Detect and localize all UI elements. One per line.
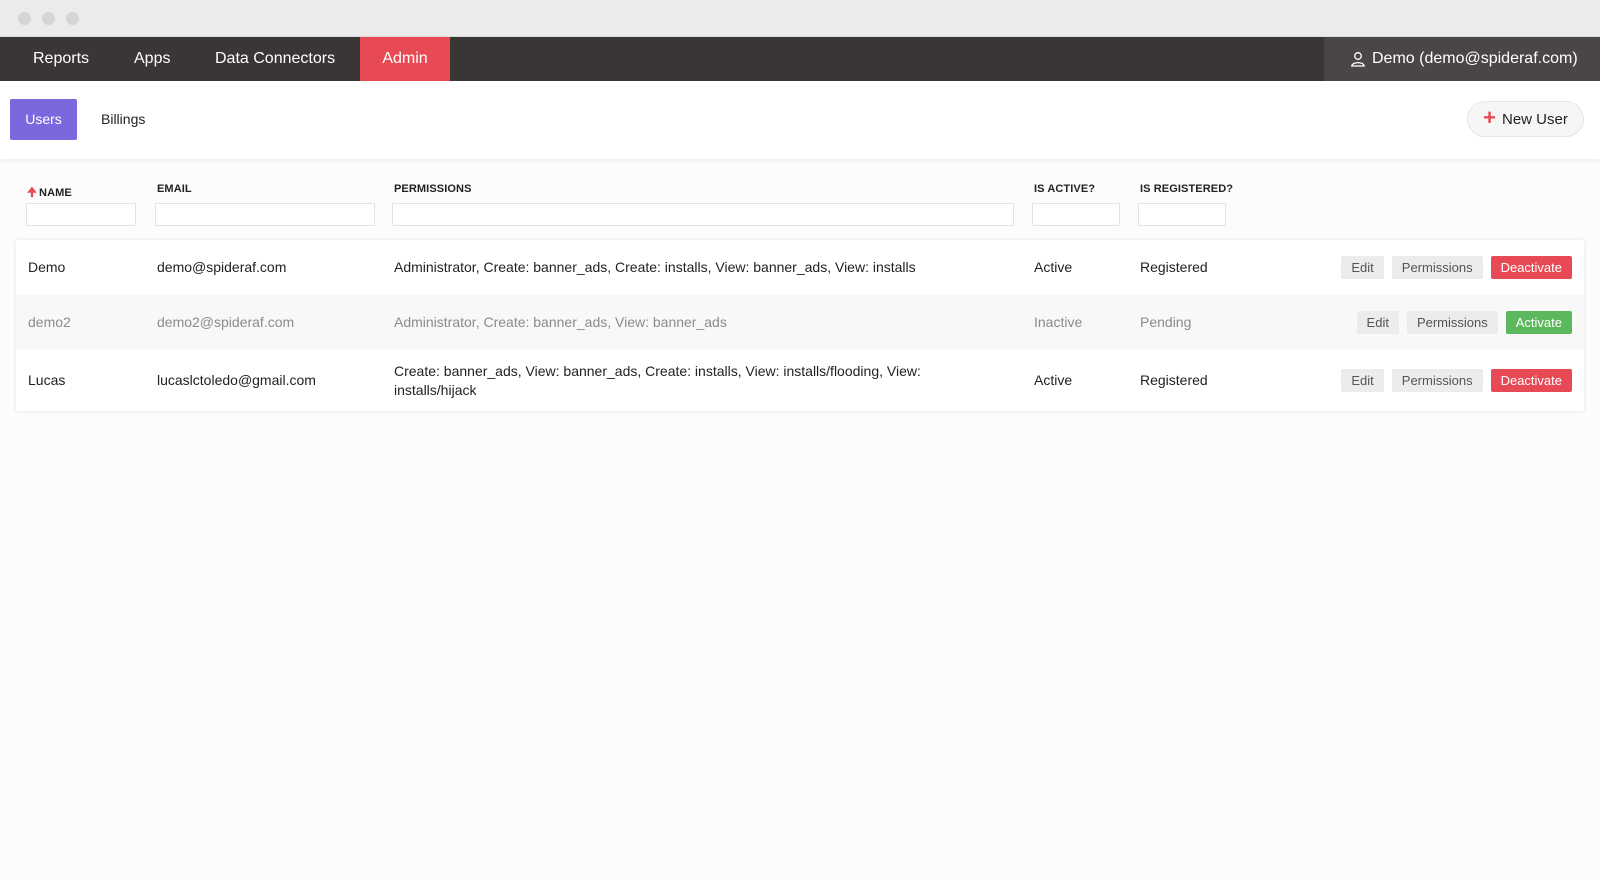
edit-button[interactable]: Edit <box>1341 256 1383 279</box>
row-actions <box>1341 350 1572 411</box>
table-row <box>16 350 1584 411</box>
column-header-is-active[interactable]: IS ACTIVE? <box>1034 183 1096 195</box>
admin-subheader <box>0 81 1600 159</box>
table-row <box>16 240 1584 295</box>
plus-icon: + <box>1483 105 1496 130</box>
window-chrome <box>0 0 1600 37</box>
user-active-status: Active <box>1034 372 1073 388</box>
sort-up-arrow-icon: 🠉 <box>27 185 38 199</box>
user-name: Demo <box>28 259 66 275</box>
nav-item-apps[interactable]: Apps <box>134 50 171 67</box>
deactivate-button[interactable]: Deactivate <box>1491 256 1572 279</box>
row-actions <box>1341 240 1572 295</box>
permissions-button[interactable]: Permissions <box>1392 256 1483 279</box>
user-email: demo2@spideraf.com <box>157 314 295 330</box>
edit-button[interactable]: Edit <box>1357 311 1399 334</box>
edit-button[interactable]: Edit <box>1341 369 1383 392</box>
window-minimize-dot[interactable] <box>42 12 55 25</box>
nav-item-data-connectors[interactable]: Data Connectors <box>215 50 336 67</box>
user-icon <box>1350 51 1366 67</box>
user-registered-status: Registered <box>1140 259 1208 275</box>
permissions-button[interactable]: Permissions <box>1407 311 1498 334</box>
user-permissions: Create: banner_ads, View: banner_ads, Create: installs, View: installs/flooding, View: installs/hijack <box>394 362 921 398</box>
user-active-status: Inactive <box>1034 314 1083 330</box>
user-menu[interactable] <box>1324 37 1600 81</box>
column-header-name[interactable] <box>27 183 72 204</box>
column-header-permissions[interactable]: PERMISSIONS <box>394 183 472 195</box>
permissions-button[interactable]: Permissions <box>1392 369 1483 392</box>
tab-users[interactable]: Users <box>10 99 77 140</box>
column-header-email[interactable]: EMAIL <box>157 183 192 195</box>
user-registered-status: Pending <box>1140 314 1192 330</box>
table-row <box>16 295 1584 350</box>
row-actions <box>1357 295 1572 350</box>
user-registered-status: Registered <box>1140 372 1208 388</box>
email-filter-input[interactable] <box>155 203 375 226</box>
user-name: Lucas <box>28 372 66 388</box>
new-user-label: New User <box>1502 110 1568 128</box>
window-close-dot[interactable] <box>18 12 31 25</box>
user-name: demo2 <box>28 314 71 330</box>
user-email: demo@spideraf.com <box>157 259 287 275</box>
is-active-filter-input[interactable] <box>1032 203 1120 226</box>
users-table <box>16 240 1584 411</box>
new-user-button[interactable] <box>1467 101 1584 137</box>
user-menu-label: Demo (demo@spideraf.com) <box>1372 50 1578 67</box>
user-email: lucaslctoledo@gmail.com <box>157 372 316 388</box>
user-active-status: Active <box>1034 259 1073 275</box>
column-header-name-label: NAME <box>39 187 72 199</box>
name-filter-input[interactable] <box>26 203 136 226</box>
column-header-is-registered[interactable]: IS REGISTERED? <box>1140 183 1234 195</box>
top-nav <box>0 37 1600 81</box>
deactivate-button[interactable]: Deactivate <box>1491 369 1572 392</box>
window-zoom-dot[interactable] <box>66 12 79 25</box>
is-registered-filter-input[interactable] <box>1138 203 1226 226</box>
permissions-filter-input[interactable] <box>392 203 1014 226</box>
user-permissions: Administrator, Create: banner_ads, Create: installs, View: banner_ads, View: installs <box>394 259 916 275</box>
nav-item-reports[interactable]: Reports <box>33 50 90 67</box>
user-permissions: Administrator, Create: banner_ads, View: banner_ads <box>394 314 727 330</box>
activate-button[interactable]: Activate <box>1506 311 1572 334</box>
tab-billings[interactable]: Billings <box>101 111 146 127</box>
nav-item-admin[interactable]: Admin <box>360 37 450 81</box>
